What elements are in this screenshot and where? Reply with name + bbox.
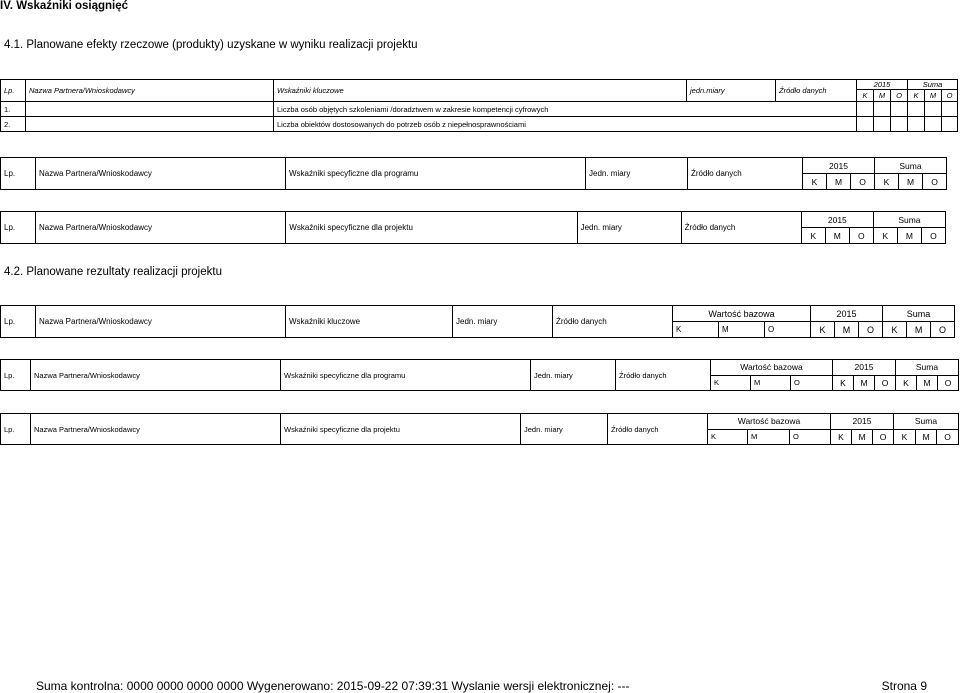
col-partner: Nazwa Partnera/Wnioskodawcy [36,306,286,338]
col-o: O [873,429,894,445]
col-lp: Lp. [1,306,36,338]
col-m: M [916,429,937,445]
col-source: Źródło danych [616,360,711,391]
col-k: K [708,429,748,445]
col-m: M [899,174,923,190]
col-m: M [874,90,891,102]
section-4-2-title: 4.2. Planowane rezultaty realizacji projektu [4,266,222,278]
col-source: Źródło danych [688,158,803,190]
col-unit: Jedn. miary [531,360,616,391]
row-indicator-name: Liczba obiektów dostosowanych do potrzeb osób z niepełnosprawnościami [274,117,857,132]
col-o: O [931,322,955,338]
col-partner: Nazwa Partnera/Wnioskodawcy [36,212,286,244]
col-sum: Suma [894,414,959,430]
col-year: 2015 [803,158,875,174]
col-unit: Jedn. miary [586,158,688,190]
col-k: K [894,429,916,445]
col-o: O [937,429,959,445]
col-m: M [748,429,790,445]
col-k: K [857,90,874,102]
table-row [1,117,958,132]
col-project-indicators: Wskaźniki specyficzne dla projektu [281,414,521,445]
row-indicator-name: Liczba osób objętych szkoleniami /doradztwem w zakresie kompetencji cyfrowych [274,102,857,117]
col-k: K [875,174,899,190]
col-o: O [942,90,958,102]
col-k: K [883,322,907,338]
col-o: O [859,322,883,338]
col-source: Źródło danych [608,414,708,445]
col-m: M [827,174,851,190]
col-m: M [854,375,875,391]
col-o: O [849,228,873,244]
col-unit: Jedn. miary [521,414,608,445]
col-o: O [791,375,833,391]
col-year: 2015 [833,360,896,376]
col-k: K [801,228,825,244]
col-source: Źródło danych [776,80,857,102]
row-lp: 2. [1,117,26,132]
col-m: M [852,429,873,445]
col-sum: Suma [908,80,958,90]
col-program-indicators: Wskaźniki specyficzne dla programu [281,360,531,391]
col-k: K [811,322,835,338]
project-results-table [0,413,959,445]
col-m: M [925,90,942,102]
col-base-value: Wartość bazowa [711,360,833,376]
col-lp: Lp. [1,360,31,391]
footer-checksum: Suma kontrolna: 0000 0000 0000 0000 Wygenerowano: 2015-09-22 07:39:31 Wyslanie wersji elektronicznej: --- [36,679,630,693]
col-sum: Suma [873,212,945,228]
col-sum: Suma [896,360,959,376]
col-o: O [938,375,959,391]
project-indicators-table [0,211,946,244]
col-unit: Jedn. miary [577,212,681,244]
col-m: M [825,228,849,244]
col-partner: Nazwa Partnera/Wnioskodawcy [26,80,274,102]
col-unit: Jedn. miary [453,306,553,338]
col-o: O [765,322,811,338]
key-indicators-table [0,79,958,132]
row-partner [26,102,274,117]
col-k: K [896,375,917,391]
col-k: K [803,174,827,190]
col-key-indicators: Wskaźniki kluczowe [286,306,453,338]
page-heading: IV. Wskaźniki osiągnięć [0,0,129,12]
col-base-value: Wartość bazowa [673,306,811,322]
col-m: M [751,375,791,391]
col-source: Źródło danych [681,212,801,244]
col-m: M [907,322,931,338]
col-o: O [851,174,875,190]
col-k: K [711,375,751,391]
col-program-indicators: Wskaźniki specyficzne dla programu [286,158,586,190]
col-m: M [835,322,859,338]
col-lp: Lp. [1,80,26,102]
key-results-table [0,305,955,338]
col-year: 2015 [857,80,908,90]
row-lp: 1. [1,102,26,117]
col-base-value: Wartość bazowa [708,414,831,430]
col-o: O [875,375,896,391]
col-o: O [891,90,908,102]
col-lp: Lp. [1,414,31,445]
col-o: O [921,228,945,244]
row-partner [26,117,274,132]
col-k: K [908,90,925,102]
col-year: 2015 [811,306,883,322]
col-lp: Lp. [1,158,36,190]
col-k: K [833,375,854,391]
page-number: Strona 9 [881,679,927,693]
col-o: O [790,429,831,445]
col-sum: Suma [883,306,955,322]
col-year: 2015 [801,212,873,228]
col-partner: Nazwa Partnera/Wnioskodawcy [36,158,286,190]
col-year: 2015 [831,414,894,430]
col-source: Źródło danych [553,306,673,338]
section-4-1-title: 4.1. Planowane efekty rzeczowe (produkty) uzyskane w wyniku realizacji projektu [4,39,418,51]
col-k: K [831,429,852,445]
col-lp: Lp. [1,212,36,244]
col-sum: Suma [875,158,947,174]
col-unit: jedn.miary [687,80,776,102]
col-k: K [873,228,897,244]
program-results-table [0,359,959,391]
col-k: K [673,322,719,338]
col-partner: Nazwa Partnera/Wnioskodawcy [31,414,281,445]
table-row [1,102,958,117]
col-partner: Nazwa Partnera/Wnioskodawcy [31,360,281,391]
col-m: M [897,228,921,244]
col-m: M [719,322,765,338]
col-o: O [923,174,947,190]
col-m: M [917,375,938,391]
col-key-indicators: Wskaźniki kluczowe [274,80,687,102]
col-project-indicators: Wskaźniki specyficzne dla projektu [286,212,577,244]
program-indicators-table [0,157,947,190]
